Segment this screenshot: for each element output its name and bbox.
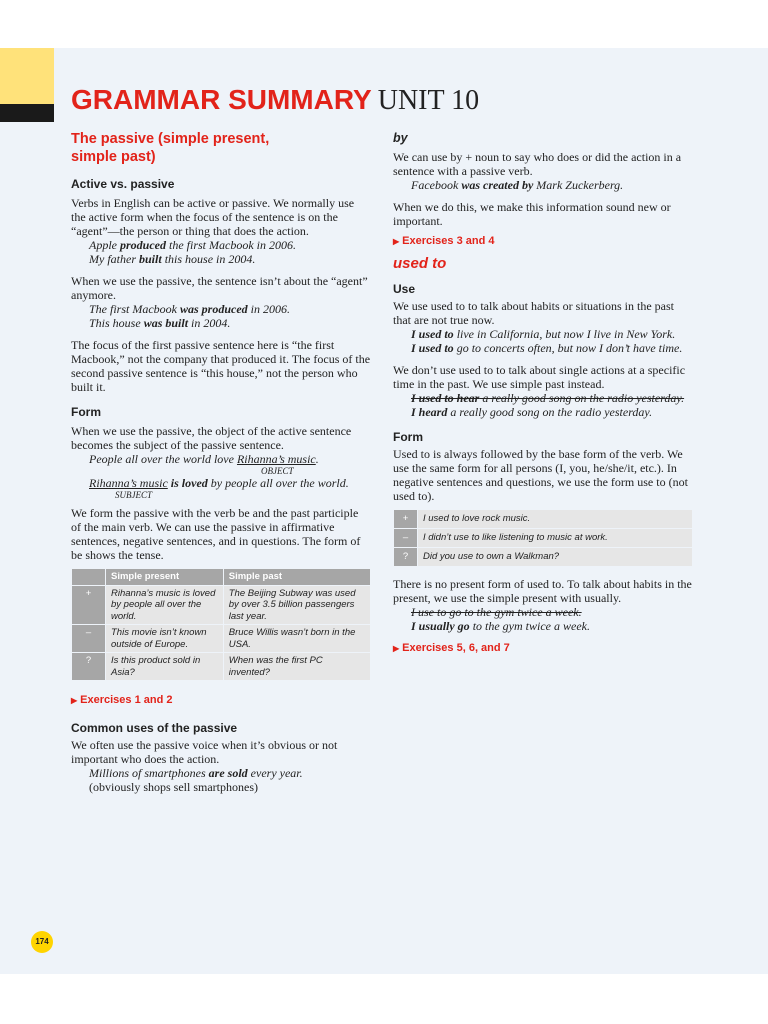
use-heading: Use	[393, 282, 416, 296]
example-sentence: I heard a really good song on the radio yesterday.	[411, 405, 653, 419]
black-tab	[0, 104, 54, 122]
form-heading: Form	[71, 405, 101, 419]
form-heading: Form	[393, 430, 423, 444]
form-paragraph-2: We form the passive with the verb be and the past participle of the main verb. We can use the passive in affirmative sentences, negative sentences, and in questions. The form of be shows the tense.	[71, 506, 361, 562]
example-sentence: This house was built in 2004.	[89, 316, 231, 330]
by-paragraph: We can use by + noun to say who does or did the action in a sentence with a passive verb.	[393, 150, 682, 178]
title-main: GRAMMAR SUMMARY	[71, 84, 372, 115]
table-header: Simple present	[106, 569, 224, 586]
form-paragraph: When we use the passive, the object of the active sentence becomes the subject of the passive sentence.	[71, 424, 352, 452]
used-to-heading: used to	[393, 255, 447, 272]
example-sentence: The first Macbook was produced in 2006.	[89, 302, 291, 316]
present-paragraph: There is no present form of used to. To talk about habits in the present, we use the simple present with usually.	[393, 577, 692, 605]
example-sentence: I usually go to the gym twice a week.	[411, 619, 590, 633]
example-sentence: I used to go to concerts often, but now I don’t have time.	[411, 341, 683, 355]
passive-heading: The passive (simple present, simple past)	[71, 131, 270, 165]
table-row: – This movie isn’t known outside of Europe. Bruce Willis wasn’t born in the USA.	[72, 625, 371, 653]
example-sentence: People all over the world love Rihanna’s music.	[89, 452, 319, 466]
active-vs-passive-heading: Active vs. passive	[71, 177, 175, 191]
page-number: 174	[31, 931, 53, 953]
example-note: (obviously shops sell smartphones)	[89, 780, 258, 794]
exercises-link[interactable]: ▶ Exercises 3 and 4	[393, 234, 693, 249]
exercises-link[interactable]: ▶ Exercises 1 and 2	[71, 693, 371, 708]
table-row: ? Is this product sold in Asia? When was the first PC invented?	[72, 653, 371, 681]
use-paragraph-2: We don’t use used to to talk about single actions at a specific time in the past. We use simple past instead.	[393, 363, 686, 391]
example-sentence: Millions of smartphones are sold every year.	[89, 766, 303, 780]
table-row: + I used to love rock music.	[394, 510, 693, 529]
table-row: + Rihanna’s music is loved by people all over the world. The Beijing Subway was used by over 3.5 billion passengers last year.	[72, 585, 371, 625]
example-sentence: Apple produced the first Macbook in 2006.	[89, 238, 296, 252]
example-sentence: My father built this house in 2004.	[89, 252, 256, 266]
table-header	[72, 569, 106, 586]
left-column	[71, 130, 371, 794]
by-paragraph-2: When we do this, we make this information sound new or important.	[393, 200, 671, 228]
yellow-tab	[0, 48, 54, 104]
example-sentence: Rihanna’s music is loved by people all over the world.	[89, 476, 349, 490]
table-row: ? Did you use to own a Walkman?	[394, 548, 693, 567]
active-paragraph: Verbs in English can be active or passive. We normally use the active form when the focus of the sentence is on the “agent”—the person or thing that does the action.	[71, 196, 355, 238]
table-row: – I didn’t use to like listening to music at work.	[394, 529, 693, 548]
use-paragraph: We use used to to talk about habits or situations in the past that are not true now.	[393, 299, 674, 327]
incorrect-example: I used to hear a really good song on the radio yesterday.	[411, 391, 685, 405]
used-to-table	[393, 509, 693, 567]
right-column	[393, 130, 693, 656]
exercises-link[interactable]: ▶ Exercises 5, 6, and 7	[393, 641, 693, 656]
form-paragraph: Used to is always followed by the base form of the verb. We use the same form for all persons (I, you, he/she/it, etc.). In negative sentences and questions, we use the form use to (not used to).	[393, 447, 688, 503]
title-unit: UNIT 10	[377, 85, 480, 116]
by-heading: by	[393, 131, 408, 145]
common-uses-heading: Common uses of the passive	[71, 721, 238, 735]
focus-paragraph: The focus of the first passive sentence here is “the first Macbook,” not the company that produced it. The focus of the second passive sentence is “this house,” not the person who built it.	[71, 338, 371, 394]
table-header: Simple past	[223, 569, 370, 586]
common-uses-paragraph: We often use the passive voice when it’s obvious or not important who does the action.	[71, 738, 338, 766]
example-sentence: I used to live in California, but now I live in New York.	[411, 327, 676, 341]
example-sentence: Facebook was created by Mark Zuckerberg.	[411, 178, 624, 192]
incorrect-example: I use to go to the gym twice a week.	[411, 605, 582, 619]
subject-label: SUBJECT	[115, 490, 152, 500]
page-title	[71, 84, 479, 117]
object-label: OBJECT	[261, 466, 294, 476]
passive-tense-table	[71, 568, 371, 681]
passive-paragraph: When we use the passive, the sentence isn’t about the “agent” anymore.	[71, 274, 368, 302]
